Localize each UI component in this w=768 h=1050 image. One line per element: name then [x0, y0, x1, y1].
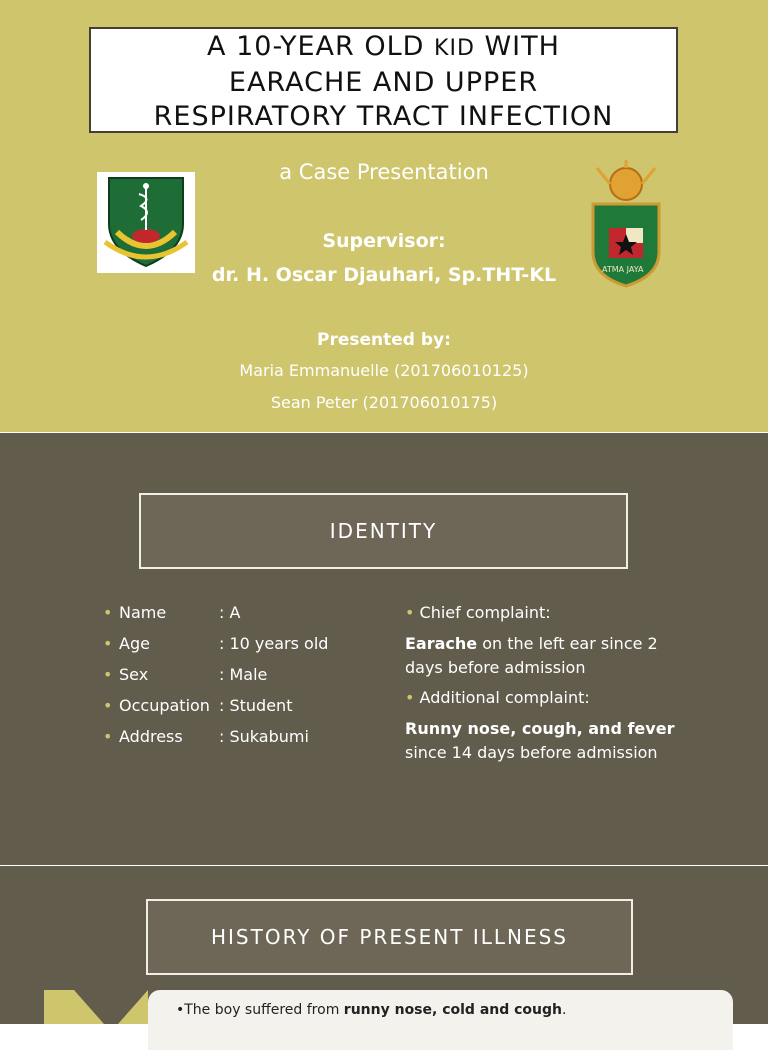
- subtitle: a Case Presentation: [279, 160, 489, 184]
- decor-chevron: [44, 990, 148, 1024]
- presented-by-label: Presented by:: [317, 330, 451, 350]
- additional-complaint-label: • Additional complaint:: [405, 688, 590, 707]
- identity-heading: IDENTITY: [139, 493, 628, 569]
- logo-right-text: ATMA JAYA: [602, 265, 644, 274]
- history-line-1: •The boy suffered from runny nose, cold and cough.: [176, 1002, 567, 1018]
- additional-complaint-text: since 14 days before admission: [405, 743, 658, 762]
- title-slide: [0, 0, 768, 432]
- title-kid: KID: [434, 36, 475, 61]
- supervisor-label: Supervisor:: [322, 230, 446, 252]
- history-heading: HISTORY OF PRESENT ILLNESS: [146, 899, 633, 975]
- identity-list: • Name : A • Age : 10 years old • Sex : Male • Occupation : Student • Address : Sukabumi: [103, 603, 329, 746]
- content-panel: [148, 990, 733, 1050]
- additional-complaint-bold: Runny nose, cough, and fever: [405, 719, 675, 738]
- university-logo: [587, 160, 665, 288]
- title-line2: EARACHE AND UPPER: [228, 67, 539, 98]
- title-part2: WITH: [474, 31, 560, 62]
- chief-complaint-label: • Chief complaint:: [405, 603, 551, 622]
- supervisor-name: dr. H. Oscar Djauhari, Sp.THT-KL: [211, 264, 557, 286]
- complaints: [405, 601, 675, 765]
- presenter-1: Maria Emmanuelle (201706010125): [239, 361, 529, 380]
- identity-slide: [0, 433, 768, 865]
- presenter-2: Sean Peter (201706010175): [270, 393, 498, 412]
- title-line3: RESPIRATORY TRACT INFECTION: [153, 101, 614, 132]
- title-part1: A 10-YEAR OLD: [207, 31, 435, 62]
- chief-complaint-text: Earache on the left ear since 2: [405, 634, 658, 653]
- hospital-logo: [97, 172, 195, 273]
- slide-title: [89, 27, 678, 133]
- chief-complaint-text-2: days before admission: [405, 658, 586, 677]
